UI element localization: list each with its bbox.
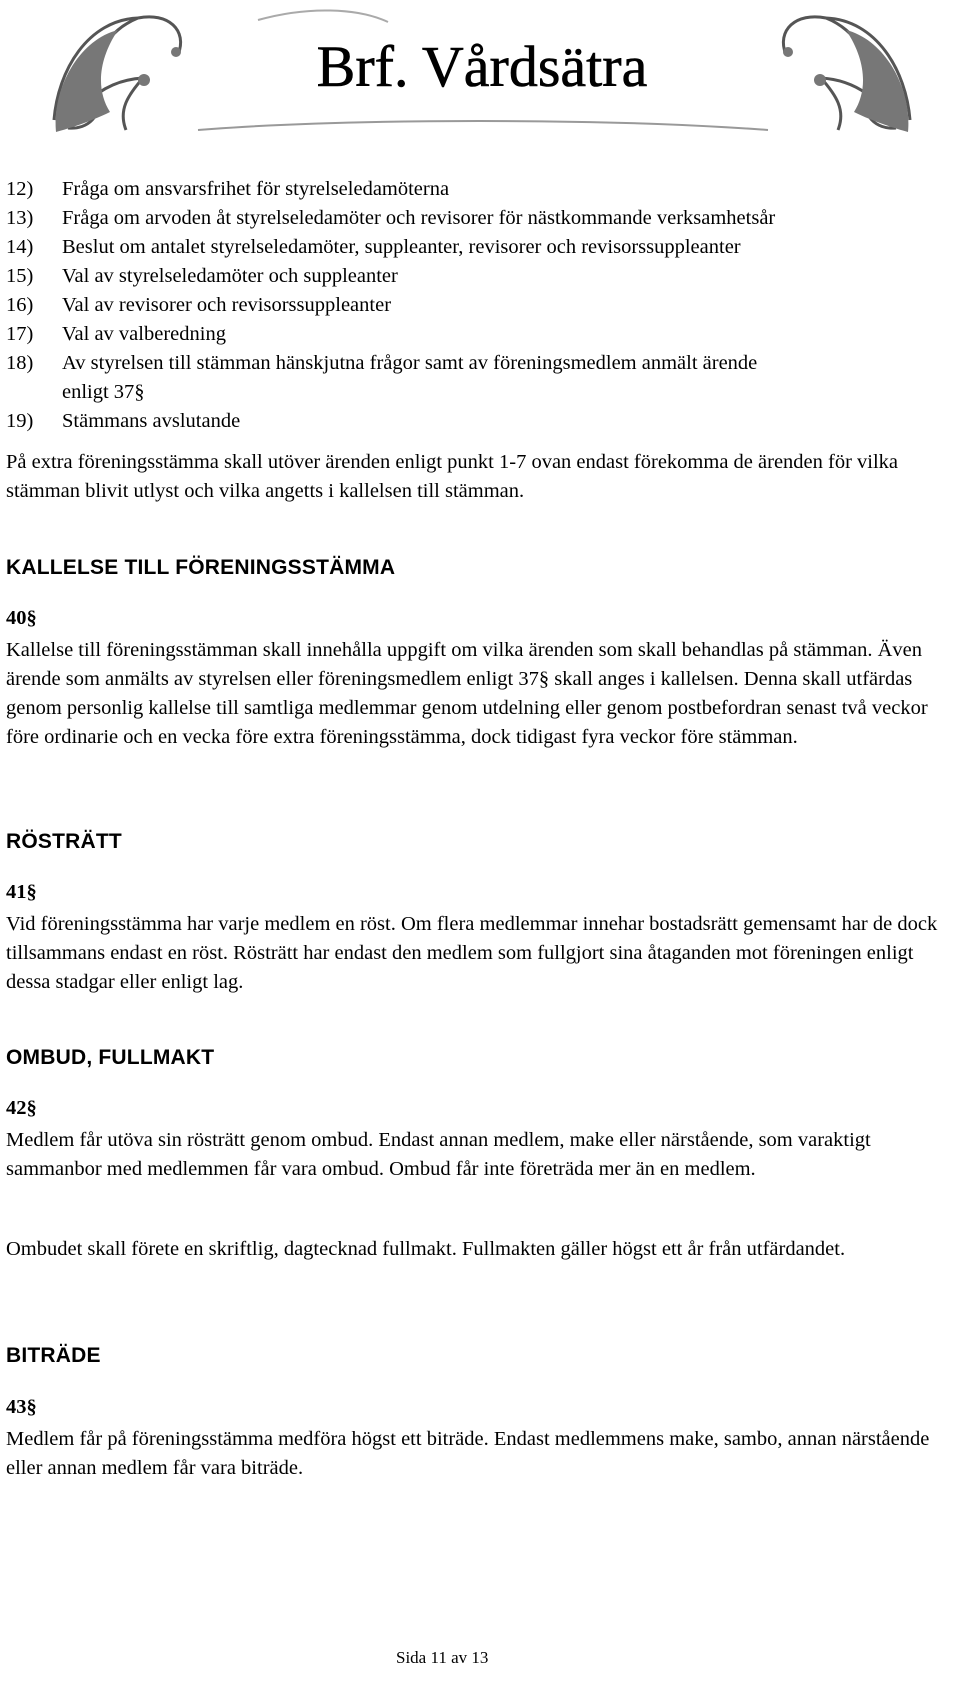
section-text-ombud-2: Ombudet skall förete en skriftlig, dagtecknad fullmakt. Fullmakten gäller högst ett år från utfärdandet. <box>6 1238 846 1260</box>
logo-text: Brf. Vårdsätra <box>316 34 648 99</box>
extra-meeting-paragraph: På extra föreningsstämma skall utöver ärenden enligt punkt 1-7 ovan endast förekomma de ärenden för vilka stämman blivit utlyst och vilka angetts i kallelsen till stämman. <box>6 451 899 502</box>
section-text-ombud: Medlem får utöva sin rösträtt genom ombud. Endast annan medlem, make eller närstående, som varaktigt sammanbor med medlemmen får vara ombud. Ombud får inte företräda mer än en medlem. <box>6 1129 871 1180</box>
section-number: 43§ <box>6 1396 37 1418</box>
section-text-rostratt: Vid föreningsstämma har varje medlem en röst. Om flera medlemmar innehar bostadsrätt gemensamt har de dock tillsammans endast en röst. Rösträtt har endast den medlem som fullgjort sina åtaganden mot föreningen enligt dessa stadgar eller enligt lag. <box>6 913 938 993</box>
section-heading-rostratt: RÖSTRÄTT <box>6 830 122 853</box>
section-text-kallelse: Kallelse till föreningsstämman skall innehålla uppgift om vilka ärenden som skall behandlas på stämman. Även ärende som anmälts av styrelsen eller föreningsmedlem enligt 37§ skall anges i kallelsen. Denna skall utfärdas genom personlig kallelse till samtliga medlemmar genom utdelning eller genom postbefordran senast två veckor före ordinarie och en vecka före extra föreningsstämma, dock tidigast fyra veckor före stämman. <box>6 639 928 748</box>
section-heading-bitrade: BITRÄDE <box>6 1344 101 1367</box>
section-number: 41§ <box>6 881 37 903</box>
section-heading-kallelse: KALLELSE TILL FÖRENINGSSTÄMMA <box>6 556 396 579</box>
brf-vardsatra-logo <box>48 0 916 140</box>
section-text-bitrade: Medlem får på föreningsstämma medföra högst ett biträde. Endast medlemmens make, sambo, annan närstående eller annan medlem får vara biträde. <box>6 1428 930 1479</box>
page-number: Sida 11 av 13 <box>396 1648 489 1667</box>
section-number: 42§ <box>6 1097 37 1119</box>
section-heading-ombud: OMBUD, FULLMAKT <box>6 1046 215 1069</box>
section-number: 40§ <box>6 607 37 629</box>
